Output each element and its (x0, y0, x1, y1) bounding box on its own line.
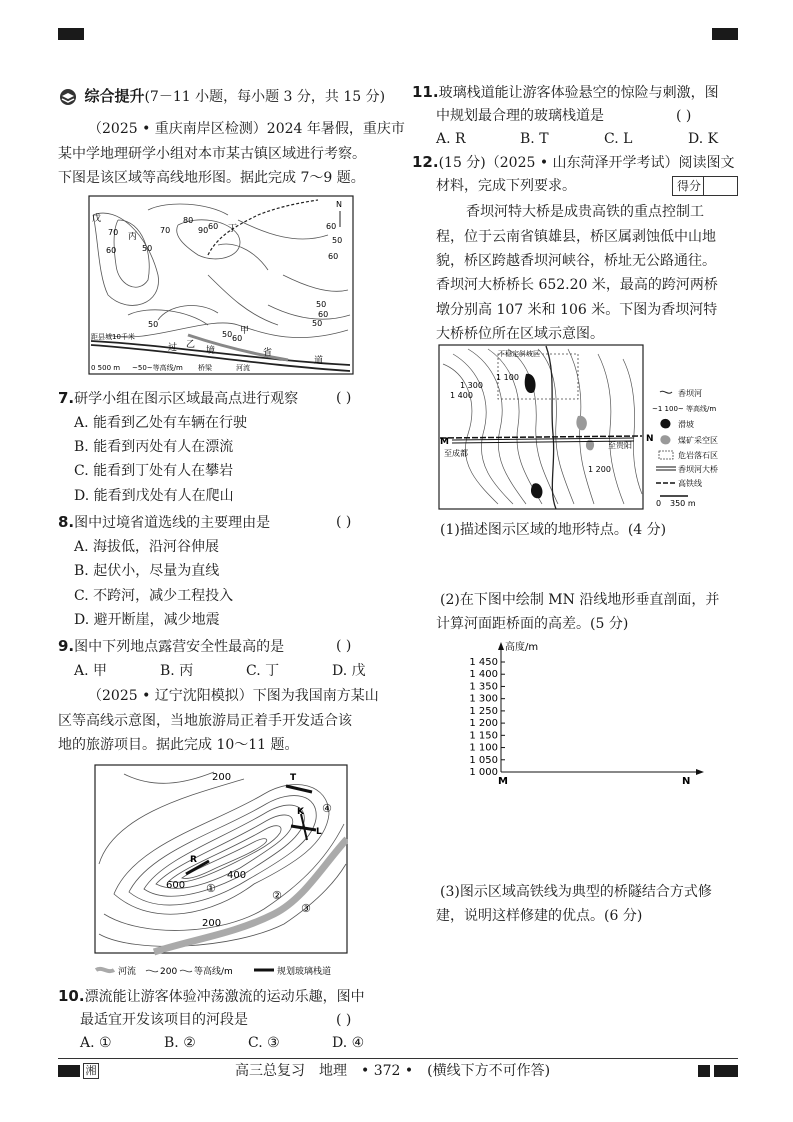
map3-legend-mined-area: 煤矿采空区 (678, 436, 718, 445)
map2-label-k: K (297, 807, 304, 817)
profile-x-start: M (498, 776, 508, 787)
map2-contour-400: 400 (227, 870, 247, 881)
q11-option-d[interactable]: D. K (688, 131, 719, 147)
footer-rule (58, 1058, 738, 1059)
map2-legend-river: 河流 (118, 967, 137, 977)
map2-contour-600: 600 (166, 880, 186, 891)
map3-legend-river: 香坝河 (678, 389, 702, 398)
q9-option-a[interactable]: A. 甲 (74, 663, 108, 679)
map1-label-jing: 境 (206, 346, 216, 356)
profile-ytick-label: 1 300 (469, 693, 498, 705)
map1-label-yi: 乙 (186, 340, 196, 350)
map1-label-guo: 过 (168, 343, 178, 353)
map2-label-t: T (290, 773, 297, 783)
svg-text:60: 60 (232, 334, 243, 343)
question-11: 11.玻璃栈道能让游客体验悬空的惊险与刺激，图 (412, 83, 719, 101)
q10-option-a[interactable]: A. ① (80, 1035, 112, 1051)
layers-icon (58, 88, 80, 106)
q10-options (80, 1031, 364, 1055)
map2-segment-4: ④ (322, 802, 332, 815)
answer-paren-11[interactable]: ( ) (676, 108, 692, 124)
answer-area-1[interactable] (436, 544, 740, 584)
contour-map-2 (94, 764, 348, 979)
map3-legend-rockfall: 危岩落石区 (678, 451, 718, 460)
intro1-line1: （2025 • 重庆南岸区检测）2024 年暑假，重庆市 (88, 121, 405, 137)
profile-ytick-label: 1 000 (469, 767, 498, 778)
sub-question-3-line1: (3)图示区域高铁线为典型的桥隧结合方式修 (440, 884, 712, 900)
question-12-line2: 材料，完成下列要求。 (436, 178, 576, 194)
svg-text:50: 50 (332, 236, 343, 245)
intro1-line3: 下图是该区域等高线地形图。据此完成 7～9 题。 (58, 170, 365, 186)
q8-option-a[interactable]: A. 海拔低，沿河谷伸展 (74, 539, 220, 555)
footer-mark-right-1 (698, 1065, 710, 1077)
question-10: 10.漂流能让游客体验冲荡激流的运动乐趣，图中 (58, 987, 365, 1005)
section-header (58, 84, 385, 109)
map1-legend-river: 河流 (236, 364, 250, 372)
section-note: (7－11 小题，每小题 3 分，共 15 分) (144, 89, 386, 105)
svg-text:1 300: 1 300 (460, 381, 483, 390)
intro2-line1: （2025 • 辽宁沈阳模拟）下图为我国南方某山 (88, 688, 379, 704)
map1-label-wu: 戊 (92, 214, 102, 224)
svg-text:1 100: 1 100 (496, 373, 519, 382)
footer-text: 高三总复习 地理 • 372 • (横线下方不可作答) (235, 1063, 551, 1079)
svg-text:50: 50 (142, 244, 153, 253)
q7-option-c[interactable]: C. 能看到丁处有人在攀岩 (74, 463, 234, 479)
question-12: 12.(15 分)（2025 • 山东菏泽开学考试）阅读图文 (412, 153, 735, 171)
corner-mark-tl (58, 28, 84, 40)
bridge-region-map (438, 344, 743, 510)
svg-text:80: 80 (183, 216, 194, 225)
map3-legend-landslide: 滑坡 (678, 420, 694, 429)
svg-text:50: 50 (148, 320, 159, 329)
answer-area-3[interactable] (436, 930, 740, 1040)
answer-paren-9[interactable]: ( ) (336, 638, 352, 654)
map3-label-m: M (440, 437, 449, 447)
q10-option-b[interactable]: B. ② (164, 1035, 196, 1051)
map1-label-distance: 距县城10千米 (91, 333, 135, 341)
q9-option-c[interactable]: C. 丁 (246, 663, 280, 679)
map1-label-jia: 甲 (240, 326, 250, 336)
profile-ylabel: 高度/m (505, 642, 539, 653)
profile-ytick-label: 1 100 (469, 742, 498, 754)
map3-scale-length: 350 m (670, 499, 696, 508)
material-line5: 墩分别高 107 米和 106 米。下图为香坝河特 (436, 302, 718, 318)
material-line2: 程，位于云南省镇雄县，桥区属剥蚀低中山地 (436, 229, 716, 245)
q11-option-a[interactable]: A. R (436, 131, 466, 147)
footer-mark-right-2 (714, 1065, 738, 1077)
svg-text:60: 60 (208, 222, 219, 231)
svg-text:1 200: 1 200 (588, 465, 611, 474)
svg-text:1 400: 1 400 (450, 391, 473, 400)
profile-ytick-label: 1 050 (469, 754, 498, 766)
map3-legend-bridge: 香坝河大桥 (678, 465, 718, 474)
profile-chart[interactable] (456, 634, 706, 788)
contour-map-1 (88, 195, 354, 375)
svg-text:70: 70 (108, 228, 119, 237)
profile-ytick-label: 1 400 (469, 669, 498, 681)
map1-legend-contour: ~50~等高线/m (132, 364, 183, 372)
svg-text:60: 60 (106, 246, 117, 255)
map1-scale: 0 500 m (91, 364, 121, 372)
corner-mark-tr (712, 28, 738, 40)
material-line4: 香坝河大桥桥长 652.20 米，最高的跨河两桥 (436, 277, 718, 293)
question-10-line2: 最适宜开发该项目的河段是 ( ) (80, 1008, 383, 1032)
map3-label-to-guiyang: 至贵阳 (608, 441, 632, 450)
map1-north: N (336, 200, 342, 209)
footer-mark-left (58, 1065, 80, 1077)
map2-contour-200-top: 200 (212, 772, 232, 783)
map3-scale-zero: 0 (656, 499, 662, 508)
map3-label-unstable-slope: 不稳定斜坡区 (498, 350, 540, 358)
q7-option-d[interactable]: D. 能看到戊处有人在爬山 (74, 488, 234, 504)
map3-legend-railway: 高铁线 (678, 479, 702, 488)
profile-x-end: N (682, 776, 691, 787)
map1-label-dao: 道 (314, 356, 324, 366)
svg-text:60: 60 (328, 252, 339, 261)
sub-question-2-line2: 计算河面距桥面的高差。(5 分) (436, 616, 629, 632)
q8-option-c[interactable]: C. 不跨河，减少工程投入 (74, 588, 234, 604)
sub-question-1: (1)描述图示区域的地形特点。(4 分) (440, 522, 667, 538)
answer-paren-10[interactable]: ( ) (336, 1012, 352, 1028)
profile-ytick-label: 1 350 (469, 681, 498, 693)
q11-options (436, 127, 718, 151)
map1-label-bing: 丙 (128, 232, 138, 242)
map1-label-ding: 丁 (228, 224, 238, 234)
profile-ytick-label: 1 250 (469, 705, 498, 717)
profile-ytick-label: 1 200 (469, 718, 498, 730)
svg-text:50: 50 (312, 319, 323, 328)
q8-option-b[interactable]: B. 起伏小，尽量为直线 (74, 563, 220, 579)
map1-legend-bridge: 桥梁 (198, 364, 212, 372)
profile-ytick-label: 1 450 (469, 657, 498, 668)
svg-text:200: 200 (160, 967, 178, 977)
material-line1: 香坝河特大桥是成贵高铁的重点控制工 (466, 204, 704, 220)
score-label: 得分 (677, 179, 702, 193)
intro2-line3: 地的旅游项目。据此完成 10～11 题。 (58, 737, 299, 753)
intro2-line2: 区等高线示意图，当地旅游局正着手开发适合该 (58, 713, 352, 729)
q9-options (74, 659, 366, 683)
svg-text:60: 60 (318, 310, 329, 319)
q11-option-b[interactable]: B. T (520, 131, 549, 147)
map2-legend-contour: 等高线/m (194, 967, 233, 977)
q7-option-a[interactable]: A. 能看到乙处有车辆在行驶 (74, 415, 248, 431)
map2-label-l: L (316, 827, 322, 837)
map2-segment-1: ① (206, 882, 216, 895)
svg-text:50: 50 (316, 300, 327, 309)
answer-paren-7[interactable]: ( ) (336, 390, 352, 406)
answer-paren-8[interactable]: ( ) (336, 514, 352, 530)
map1-label-sheng: 省 (263, 348, 273, 358)
sub-question-2-line1: (2)在下图中绘制 MN 沿线地形垂直剖面，并 (440, 592, 720, 608)
q9-option-b[interactable]: B. 丙 (160, 663, 194, 679)
map2-segment-2: ② (272, 889, 282, 902)
map2-legend-trail: 规划玻璃栈道 (277, 967, 332, 977)
svg-text:70: 70 (160, 226, 171, 235)
question-9: 9.图中下列地点露营安全性最高的是 ( ) (58, 634, 383, 659)
material-line6: 大桥桥位所在区域示意图。 (436, 326, 604, 342)
sub-question-3-line2: 建，说明这样修建的优点。(6 分) (436, 908, 643, 924)
q8-option-d[interactable]: D. 避开断崖，减少地震 (74, 612, 220, 628)
question-8: 8.图中过境省道选线的主要理由是 ( ) (58, 510, 383, 535)
footer-badge: 湘 (83, 1063, 99, 1079)
svg-text:60: 60 (326, 222, 337, 231)
q9-option-d[interactable]: D. 戊 (332, 663, 366, 679)
q10-option-d[interactable]: D. ④ (332, 1035, 365, 1051)
map3-label-to-chengdu: 至成都 (444, 449, 468, 458)
material-line3: 貌，桥区跨越香坝河峡谷，桥址无公路通往。 (436, 253, 716, 269)
section-title: 综合提升 (84, 87, 145, 105)
map3-legend-contour: ~1 100~ 等高线/m (652, 405, 717, 413)
q11-option-c[interactable]: C. L (604, 131, 633, 147)
score-box[interactable] (672, 176, 738, 196)
question-11-line2: 中规划最合理的玻璃栈道是 ( ) (436, 104, 742, 128)
q10-option-c[interactable]: C. ③ (248, 1035, 280, 1051)
svg-text:50: 50 (222, 330, 233, 339)
profile-ytick-label: 1 150 (469, 730, 498, 742)
map2-label-r: R (190, 855, 197, 865)
map2-segment-3: ③ (301, 902, 311, 915)
map2-contour-200-bottom: 200 (202, 918, 222, 929)
intro1-line2: 某中学地理研学小组对本市某古镇区域进行考察。 (58, 146, 366, 162)
svg-text:90: 90 (198, 226, 209, 235)
question-7: 7.研学小组在图示区域最高点进行观察 ( ) (58, 386, 383, 411)
map3-label-n: N (646, 434, 654, 444)
q7-option-b[interactable]: B. 能看到丙处有人在漂流 (74, 439, 234, 455)
